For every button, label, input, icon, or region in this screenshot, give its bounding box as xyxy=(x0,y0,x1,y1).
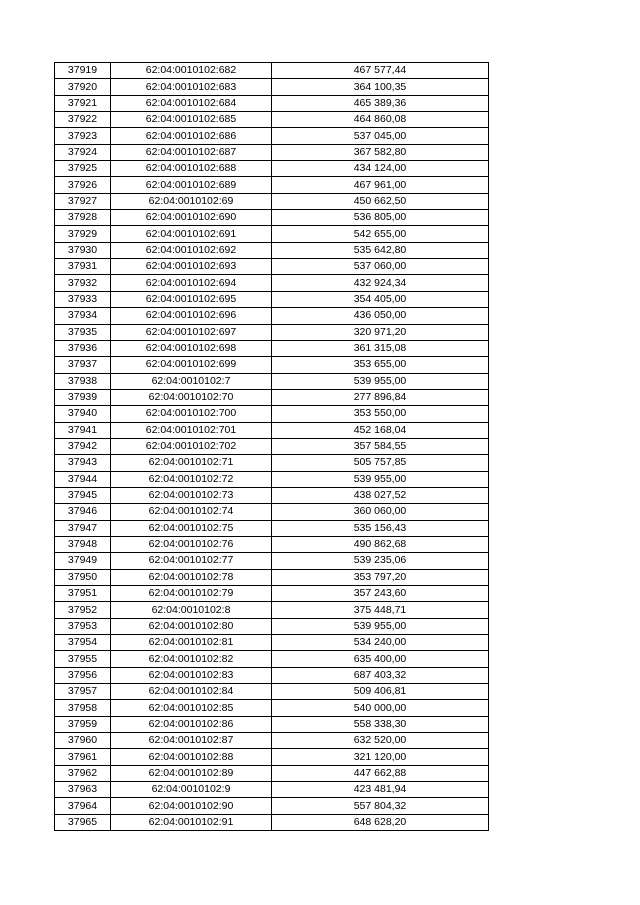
row-number-cell: 37924 xyxy=(55,144,111,160)
row-number-cell: 37933 xyxy=(55,291,111,307)
cadastral-number-cell: 62:04:0010102:69 xyxy=(111,193,272,209)
cadastral-number-cell: 62:04:0010102:88 xyxy=(111,749,272,765)
cadastral-number-cell: 62:04:0010102:90 xyxy=(111,798,272,814)
cadastral-value-cell: 539 955,00 xyxy=(272,618,489,634)
row-number-cell: 37945 xyxy=(55,487,111,503)
cadastral-number-cell: 62:04:0010102:690 xyxy=(111,210,272,226)
row-number-cell: 37932 xyxy=(55,275,111,291)
cadastral-value-cell: 490 862,68 xyxy=(272,536,489,552)
row-number-cell: 37935 xyxy=(55,324,111,340)
table-row xyxy=(55,733,489,749)
row-number-cell: 37934 xyxy=(55,308,111,324)
table-row xyxy=(55,242,489,258)
cadastral-value-table xyxy=(54,62,489,831)
table-row xyxy=(55,782,489,798)
cadastral-number-cell: 62:04:0010102:8 xyxy=(111,602,272,618)
cadastral-number-cell: 62:04:0010102:689 xyxy=(111,177,272,193)
cadastral-value-cell: 436 050,00 xyxy=(272,308,489,324)
cadastral-value-cell: 353 550,00 xyxy=(272,406,489,422)
row-number-cell: 37919 xyxy=(55,63,111,79)
cadastral-value-cell: 320 971,20 xyxy=(272,324,489,340)
cadastral-value-cell: 367 582,80 xyxy=(272,144,489,160)
table-row xyxy=(55,373,489,389)
cadastral-number-cell: 62:04:0010102:694 xyxy=(111,275,272,291)
row-number-cell: 37957 xyxy=(55,684,111,700)
cadastral-value-cell: 536 805,00 xyxy=(272,210,489,226)
cadastral-value-cell: 540 000,00 xyxy=(272,700,489,716)
cadastral-number-cell: 62:04:0010102:70 xyxy=(111,389,272,405)
row-number-cell: 37928 xyxy=(55,210,111,226)
row-number-cell: 37944 xyxy=(55,471,111,487)
cadastral-number-cell: 62:04:0010102:85 xyxy=(111,700,272,716)
row-number-cell: 37930 xyxy=(55,242,111,258)
table-row xyxy=(55,193,489,209)
table-row xyxy=(55,389,489,405)
row-number-cell: 37961 xyxy=(55,749,111,765)
row-number-cell: 37956 xyxy=(55,667,111,683)
table-row xyxy=(55,422,489,438)
cadastral-value-cell: 535 642,80 xyxy=(272,242,489,258)
cadastral-value-cell: 635 400,00 xyxy=(272,651,489,667)
row-number-cell: 37922 xyxy=(55,112,111,128)
row-number-cell: 37962 xyxy=(55,765,111,781)
table-row xyxy=(55,324,489,340)
table-row xyxy=(55,798,489,814)
table-row xyxy=(55,177,489,193)
table-row xyxy=(55,471,489,487)
cadastral-number-cell: 62:04:0010102:693 xyxy=(111,259,272,275)
cadastral-number-cell: 62:04:0010102:72 xyxy=(111,471,272,487)
cadastral-value-cell: 467 577,44 xyxy=(272,63,489,79)
row-number-cell: 37926 xyxy=(55,177,111,193)
row-number-cell: 37923 xyxy=(55,128,111,144)
cadastral-value-cell: 557 804,32 xyxy=(272,798,489,814)
table-row xyxy=(55,749,489,765)
cadastral-value-cell: 360 060,00 xyxy=(272,504,489,520)
cadastral-value-cell: 537 045,00 xyxy=(272,128,489,144)
cadastral-number-cell: 62:04:0010102:87 xyxy=(111,733,272,749)
cadastral-number-cell: 62:04:0010102:700 xyxy=(111,406,272,422)
row-number-cell: 37929 xyxy=(55,226,111,242)
cadastral-value-cell: 534 240,00 xyxy=(272,635,489,651)
cadastral-number-cell: 62:04:0010102:86 xyxy=(111,716,272,732)
row-number-cell: 37948 xyxy=(55,536,111,552)
cadastral-value-cell: 364 100,35 xyxy=(272,79,489,95)
cadastral-value-cell: 321 120,00 xyxy=(272,749,489,765)
cadastral-number-cell: 62:04:0010102:73 xyxy=(111,487,272,503)
row-number-cell: 37959 xyxy=(55,716,111,732)
table-row xyxy=(55,765,489,781)
cadastral-value-cell: 464 860,08 xyxy=(272,112,489,128)
table-row xyxy=(55,651,489,667)
cadastral-value-cell: 632 520,00 xyxy=(272,733,489,749)
cadastral-number-cell: 62:04:0010102:91 xyxy=(111,814,272,830)
table-row xyxy=(55,487,489,503)
cadastral-number-cell: 62:04:0010102:78 xyxy=(111,569,272,585)
row-number-cell: 37958 xyxy=(55,700,111,716)
cadastral-number-cell: 62:04:0010102:697 xyxy=(111,324,272,340)
row-number-cell: 37943 xyxy=(55,455,111,471)
cadastral-number-cell: 62:04:0010102:82 xyxy=(111,651,272,667)
cadastral-value-cell: 375 448,71 xyxy=(272,602,489,618)
table-row xyxy=(55,586,489,602)
row-number-cell: 37954 xyxy=(55,635,111,651)
row-number-cell: 37939 xyxy=(55,389,111,405)
table-row xyxy=(55,291,489,307)
table-row xyxy=(55,259,489,275)
cadastral-number-cell: 62:04:0010102:687 xyxy=(111,144,272,160)
cadastral-value-cell: 353 797,20 xyxy=(272,569,489,585)
table-row xyxy=(55,569,489,585)
table-row xyxy=(55,308,489,324)
table-row xyxy=(55,618,489,634)
table-row xyxy=(55,520,489,536)
cadastral-value-cell: 450 662,50 xyxy=(272,193,489,209)
cadastral-number-cell: 62:04:0010102:691 xyxy=(111,226,272,242)
cadastral-number-cell: 62:04:0010102:695 xyxy=(111,291,272,307)
table-row xyxy=(55,275,489,291)
cadastral-number-cell: 62:04:0010102:79 xyxy=(111,586,272,602)
table-row xyxy=(55,455,489,471)
table-row xyxy=(55,536,489,552)
row-number-cell: 37936 xyxy=(55,340,111,356)
row-number-cell: 37951 xyxy=(55,586,111,602)
table-row xyxy=(55,504,489,520)
cadastral-value-cell: 535 156,43 xyxy=(272,520,489,536)
cadastral-number-cell: 62:04:0010102:80 xyxy=(111,618,272,634)
cadastral-value-cell: 539 955,00 xyxy=(272,471,489,487)
table-row xyxy=(55,95,489,111)
row-number-cell: 37955 xyxy=(55,651,111,667)
cadastral-value-cell: 452 168,04 xyxy=(272,422,489,438)
cadastral-value-cell: 357 243,60 xyxy=(272,586,489,602)
table-row xyxy=(55,553,489,569)
cadastral-number-cell: 62:04:0010102:701 xyxy=(111,422,272,438)
row-number-cell: 37965 xyxy=(55,814,111,830)
row-number-cell: 37952 xyxy=(55,602,111,618)
cadastral-number-cell: 62:04:0010102:76 xyxy=(111,536,272,552)
cadastral-value-cell: 505 757,85 xyxy=(272,455,489,471)
table-row xyxy=(55,406,489,422)
row-number-cell: 37925 xyxy=(55,161,111,177)
cadastral-value-cell: 432 924,34 xyxy=(272,275,489,291)
table-row xyxy=(55,700,489,716)
row-number-cell: 37946 xyxy=(55,504,111,520)
cadastral-number-cell: 62:04:0010102:692 xyxy=(111,242,272,258)
table-row xyxy=(55,602,489,618)
row-number-cell: 37921 xyxy=(55,95,111,111)
cadastral-number-cell: 62:04:0010102:74 xyxy=(111,504,272,520)
cadastral-value-cell: 467 961,00 xyxy=(272,177,489,193)
cadastral-value-cell: 542 655,00 xyxy=(272,226,489,242)
cadastral-value-cell: 687 403,32 xyxy=(272,667,489,683)
row-number-cell: 37947 xyxy=(55,520,111,536)
row-number-cell: 37950 xyxy=(55,569,111,585)
table-row xyxy=(55,144,489,160)
table-row xyxy=(55,667,489,683)
cadastral-number-cell: 62:04:0010102:77 xyxy=(111,553,272,569)
cadastral-number-cell: 62:04:0010102:702 xyxy=(111,438,272,454)
row-number-cell: 37963 xyxy=(55,782,111,798)
table-row xyxy=(55,814,489,830)
row-number-cell: 37941 xyxy=(55,422,111,438)
cadastral-number-cell: 62:04:0010102:698 xyxy=(111,340,272,356)
row-number-cell: 37964 xyxy=(55,798,111,814)
cadastral-number-cell: 62:04:0010102:7 xyxy=(111,373,272,389)
table-row xyxy=(55,438,489,454)
cadastral-value-cell: 434 124,00 xyxy=(272,161,489,177)
row-number-cell: 37938 xyxy=(55,373,111,389)
table-row xyxy=(55,635,489,651)
table-row xyxy=(55,716,489,732)
cadastral-value-cell: 537 060,00 xyxy=(272,259,489,275)
cadastral-value-cell: 465 389,36 xyxy=(272,95,489,111)
table-row xyxy=(55,684,489,700)
table-row xyxy=(55,340,489,356)
row-number-cell: 37960 xyxy=(55,733,111,749)
cadastral-number-cell: 62:04:0010102:81 xyxy=(111,635,272,651)
cadastral-number-cell: 62:04:0010102:696 xyxy=(111,308,272,324)
row-number-cell: 37940 xyxy=(55,406,111,422)
cadastral-value-cell: 353 655,00 xyxy=(272,357,489,373)
row-number-cell: 37937 xyxy=(55,357,111,373)
row-number-cell: 37920 xyxy=(55,79,111,95)
table-row xyxy=(55,63,489,79)
cadastral-number-cell: 62:04:0010102:699 xyxy=(111,357,272,373)
cadastral-number-cell: 62:04:0010102:688 xyxy=(111,161,272,177)
cadastral-number-cell: 62:04:0010102:71 xyxy=(111,455,272,471)
cadastral-number-cell: 62:04:0010102:89 xyxy=(111,765,272,781)
cadastral-value-cell: 277 896,84 xyxy=(272,389,489,405)
cadastral-number-cell: 62:04:0010102:84 xyxy=(111,684,272,700)
cadastral-number-cell: 62:04:0010102:682 xyxy=(111,63,272,79)
cadastral-value-cell: 648 628,20 xyxy=(272,814,489,830)
row-number-cell: 37953 xyxy=(55,618,111,634)
table-row xyxy=(55,161,489,177)
table-row xyxy=(55,128,489,144)
cadastral-number-cell: 62:04:0010102:685 xyxy=(111,112,272,128)
row-number-cell: 37931 xyxy=(55,259,111,275)
cadastral-value-cell: 558 338,30 xyxy=(272,716,489,732)
table-row xyxy=(55,226,489,242)
cadastral-number-cell: 62:04:0010102:75 xyxy=(111,520,272,536)
table-row xyxy=(55,357,489,373)
cadastral-value-cell: 539 235,06 xyxy=(272,553,489,569)
row-number-cell: 37949 xyxy=(55,553,111,569)
cadastral-value-cell: 438 027,52 xyxy=(272,487,489,503)
cadastral-value-cell: 447 662,88 xyxy=(272,765,489,781)
table-row xyxy=(55,112,489,128)
cadastral-number-cell: 62:04:0010102:83 xyxy=(111,667,272,683)
cadastral-value-cell: 509 406,81 xyxy=(272,684,489,700)
row-number-cell: 37927 xyxy=(55,193,111,209)
cadastral-number-cell: 62:04:0010102:683 xyxy=(111,79,272,95)
cadastral-value-cell: 361 315,08 xyxy=(272,340,489,356)
cadastral-value-cell: 539 955,00 xyxy=(272,373,489,389)
cadastral-value-cell: 354 405,00 xyxy=(272,291,489,307)
row-number-cell: 37942 xyxy=(55,438,111,454)
table-body xyxy=(55,63,489,831)
table-row xyxy=(55,210,489,226)
cadastral-value-cell: 423 481,94 xyxy=(272,782,489,798)
cadastral-number-cell: 62:04:0010102:686 xyxy=(111,128,272,144)
cadastral-number-cell: 62:04:0010102:9 xyxy=(111,782,272,798)
table-row xyxy=(55,79,489,95)
cadastral-value-cell: 357 584,55 xyxy=(272,438,489,454)
cadastral-number-cell: 62:04:0010102:684 xyxy=(111,95,272,111)
